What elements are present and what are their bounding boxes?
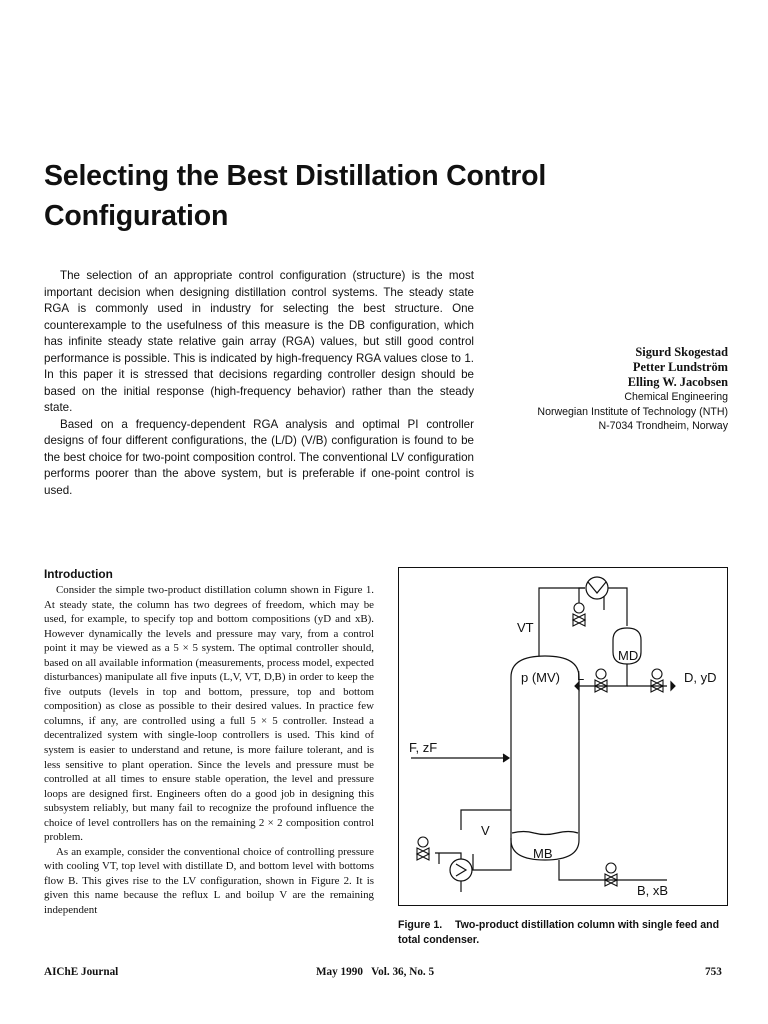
bottoms-label: B, xB [637,883,669,898]
figure-caption [398,918,730,948]
boilup-label: V [481,823,490,838]
abstract-paragraph: Based on a frequency-dependent RGA analysis and optimal PI controller designs of four different configurations, the (L/D) (V/B) configuration is found to be the best choice for two-point composition control. The conventional LV configuration performs poorer than the above system, but is preferable if one-point control is used. [44,417,474,497]
bottom-liquid-level [512,832,578,835]
affiliation-line: Chemical Engineering [624,391,728,403]
distillation-column-diagram [399,568,729,907]
figure-1 [398,567,728,906]
condenser [586,577,608,599]
paper-title: Selecting the Best Distillation Control Configuration [44,160,547,232]
body-paragraph: As an example, consider the conventional choice of controlling pressure with cooling VT, top level with distillate D, and bottom level with bottoms flow B. This gives rise to the LV configuration, shown in Figure 2. It is given this name because the reflux L and boilup V are the remaining independent [44,845,374,917]
reflux-label: L [577,668,585,683]
figure-number: Figure 1. [398,919,443,931]
page-number: 753 [705,966,722,978]
affiliation-line: N-7034 Trondheim, Norway [598,420,728,432]
journal-name: AIChE Journal [44,966,119,978]
section-heading: Introduction [44,567,113,581]
body-paragraph: Consider the simple two-product distillation column shown in Figure 1. At steady state, the column has two degrees of freedom, which may be used, for example, to specify top and bottom compositions (yD and xB). However dynamically the levels and pressure may vary, from a control point it may be viewed as a 5 × 5 system. The optimal controller should, based on all available information (measurements, process model, expected disturbances) manipulate all five inputs (L,V, VT, D,B) in order to keep the five outputs (levels in top and bottom, pressure, top and bottom composition) as close as possible to their desired values. In practice few columns, if any, are controlled using a full 5 × 5 controller. Instead a decentralized system with single-loop controllers is used. This kind of system is easier to understand and retune, is more failure tolerant, and is less sensitive to plant operation. Since the levels and pressure must be controlled at all times to ensure stable operation, the level and pressure loops are designed first. Engineers often do a good job in designing this subsystem reliably, but many fail to recognize the profound influence the choice of level controllers has on the remaining 2 × 2 composition control problem. [44,584,374,844]
author-name: Sigurd Skogestad [635,345,728,359]
figure-caption-text: Two-product distillation column with single feed and total condenser. [398,919,720,946]
author-name: Petter Lundström [632,360,728,374]
reboiler [450,859,472,881]
column-vessel [511,656,579,860]
author-name: Elling W. Jacobsen [627,375,728,389]
feed-label: F, zF [409,740,438,755]
distillate-label: D, yD [684,670,717,685]
boilup-valve [417,848,429,860]
introduction-body [44,583,374,918]
pressure-label: p (MV) [521,670,560,685]
author-block [468,345,728,434]
abstract-paragraph: The selection of an appropriate control configuration (structure) is the most important decision when designing distillation control systems. The steady state RGA is commonly used in industry for selecting the best structure. One counterexample to the usefulness of this measure is the DB configuration, which has infinite steady state relative gain array (RGA) values, but still good control performance is possible. This is indicated by high-frequency RGA values close to 1. In this paper it is stressed that decisions regarding controller design should be based on the initial response (high-frequency behavior) rather than the steady state. [44,269,474,414]
md-label: MD [618,648,639,663]
bottom-holdup-label: MB [533,846,553,861]
issue-info: May 1990 Vol. 36, No. 5 [316,966,435,978]
pressure-control-valve [573,614,585,626]
vt-label: VT [517,620,534,635]
abstract [44,268,474,499]
affiliation-line: Norwegian Institute of Technology (NTH) [537,405,728,418]
